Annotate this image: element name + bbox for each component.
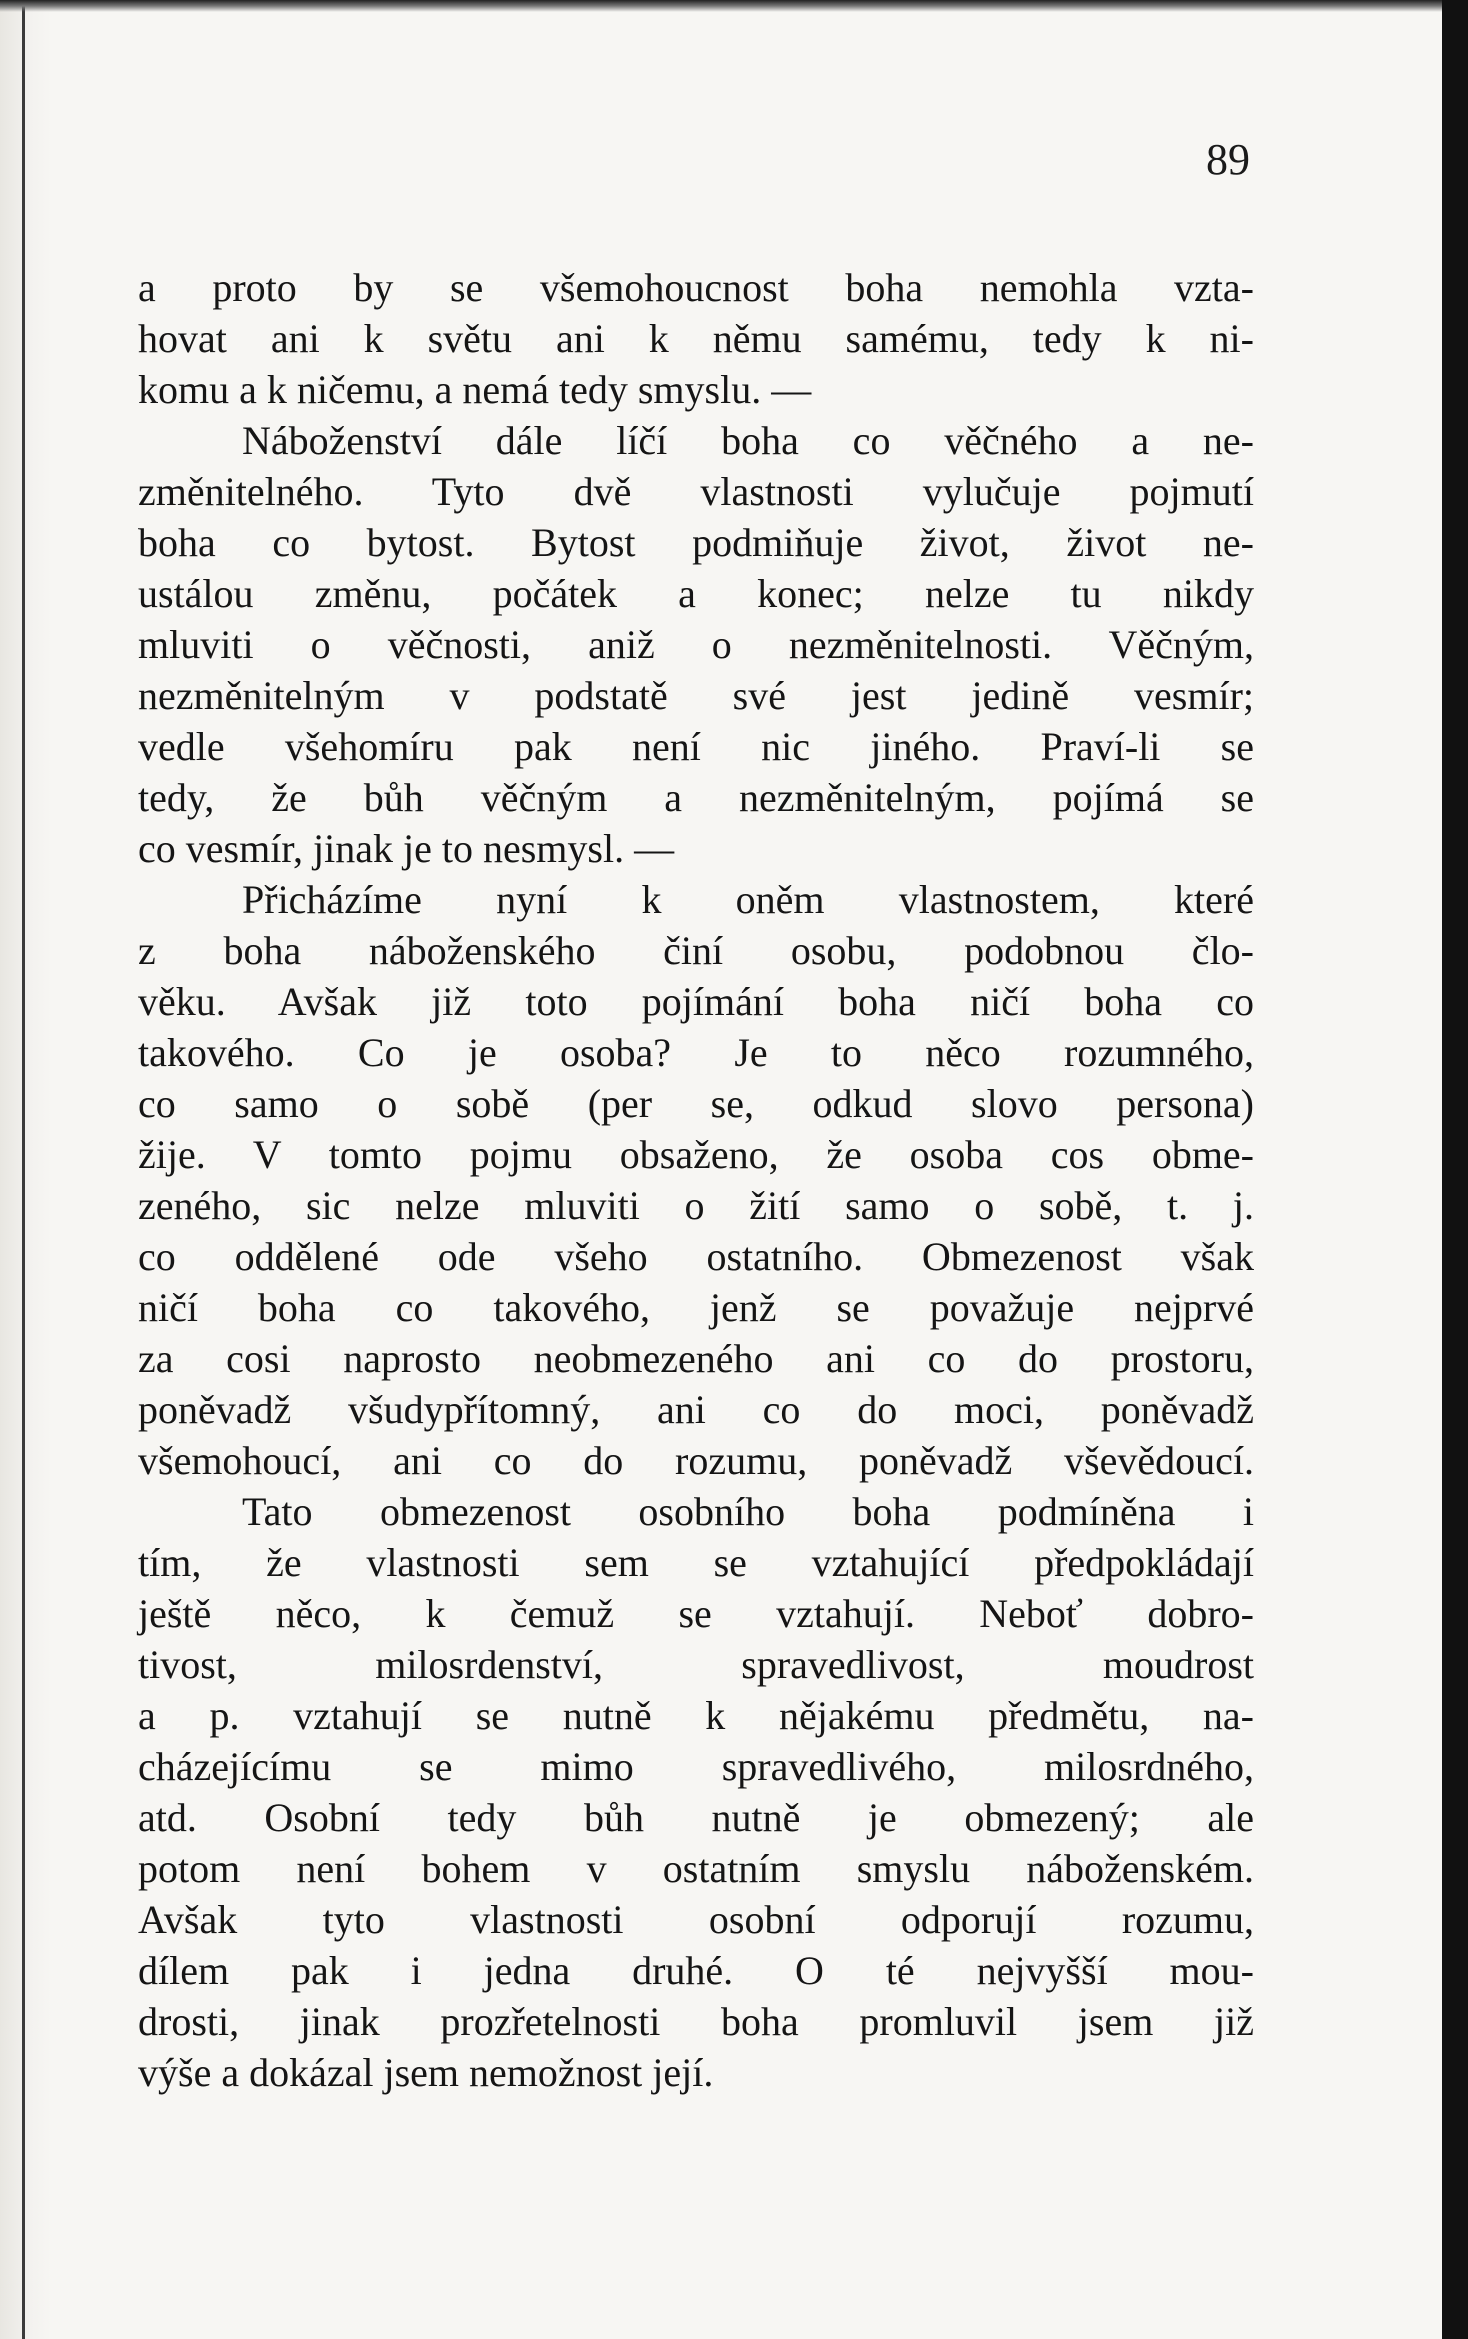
text-line: ustálou změnu, počátek a konec; nelze tu nikdy	[138, 571, 1254, 616]
text-line: potom není bohem v ostatním smyslu náboženském.	[138, 1846, 1254, 1891]
text-line: dílem pak i jedna druhé. O té nejvyšší mou-	[138, 1948, 1254, 1993]
text-line: poněvadž všudypřítomný, ani co do moci, poněvadž	[138, 1387, 1254, 1432]
scan-top-edge	[0, 0, 1468, 12]
text-line: Náboženství dále líčí boha co věčného a ne-	[242, 418, 1254, 463]
text-line: nezměnitelným v podstatě své jest jedině vesmír;	[138, 673, 1254, 718]
text-line: výše a dokázal jsem nemožnost její.	[138, 2050, 714, 2095]
text-line: změnitelného. Tyto dvě vlastnosti vylučuje pojmutí	[138, 469, 1254, 514]
text-line: ještě něco, k čemuž se vztahují. Neboť dobro-	[138, 1591, 1254, 1636]
text-line: takového. Co je osoba? Je to něco rozumného,	[138, 1030, 1254, 1075]
text-line: žije. V tomto pojmu obsaženo, že osoba cos obme-	[138, 1132, 1254, 1177]
text-line: co vesmír, jinak je to nesmysl. —	[138, 826, 675, 871]
text-line: Tato obmezenost osobního boha podmíněna i	[242, 1489, 1254, 1534]
text-line: z boha náboženského činí osobu, podobnou člo-	[138, 928, 1254, 973]
text-line: Avšak tyto vlastnosti osobní odporují rozumu,	[138, 1897, 1254, 1942]
scan-right-edge	[1442, 0, 1468, 2339]
text-line: Přicházíme nyní k oněm vlastnostem, které	[242, 877, 1254, 922]
text-line: zeného, sic nelze mluviti o žití samo o sobě, t. j.	[138, 1183, 1254, 1228]
binding-edge-line	[22, 0, 25, 2339]
text-line: co oddělené ode všeho ostatního. Obmezenost však	[138, 1234, 1254, 1279]
text-line: atd. Osobní tedy bůh nutně je obmezený; ale	[138, 1795, 1254, 1840]
text-line: komu a k ničemu, a nemá tedy smyslu. —	[138, 367, 812, 412]
text-line: hovat ani k světu ani k němu samému, tedy k ni-	[138, 316, 1254, 361]
page-gutter	[0, 0, 52, 2339]
text-line: a proto by se všemohoucnost boha nemohla vzta-	[138, 265, 1254, 310]
page-number: 89	[1206, 135, 1250, 184]
text-line: tedy, že bůh věčným a nezměnitelným, pojímá se	[138, 775, 1254, 820]
text-line: ničí boha co takového, jenž se považuje nejprvé	[138, 1285, 1254, 1330]
text-line: drosti, jinak prozřetelnosti boha promluvil jsem již	[138, 1999, 1254, 2044]
text-line: co samo o sobě (per se, odkud slovo persona)	[138, 1081, 1254, 1126]
text-line: věku. Avšak již toto pojímání boha ničí boha co	[138, 979, 1254, 1024]
text-line: za cosi naprosto neobmezeného ani co do prostoru,	[138, 1336, 1254, 1381]
text-line: tím, že vlastnosti sem se vztahující předpokládají	[138, 1540, 1254, 1585]
text-line: cházejícímu se mimo spravedlivého, milosrdného,	[138, 1744, 1254, 1789]
text-line: a p. vztahují se nutně k nějakému předmětu, na-	[138, 1693, 1254, 1738]
text-line: tivost, milosrdenství, spravedlivost, moudrost	[138, 1642, 1254, 1687]
body-text	[138, 262, 1254, 2098]
text-line: boha co bytost. Bytost podmiňuje život, život ne-	[138, 520, 1254, 565]
text-line: vedle všehomíru pak není nic jiného. Praví-li se	[138, 724, 1254, 769]
text-line: mluviti o věčnosti, aniž o nezměnitelnosti. Věčným,	[138, 622, 1254, 667]
text-line: všemohoucí, ani co do rozumu, poněvadž vševědoucí.	[138, 1438, 1254, 1483]
